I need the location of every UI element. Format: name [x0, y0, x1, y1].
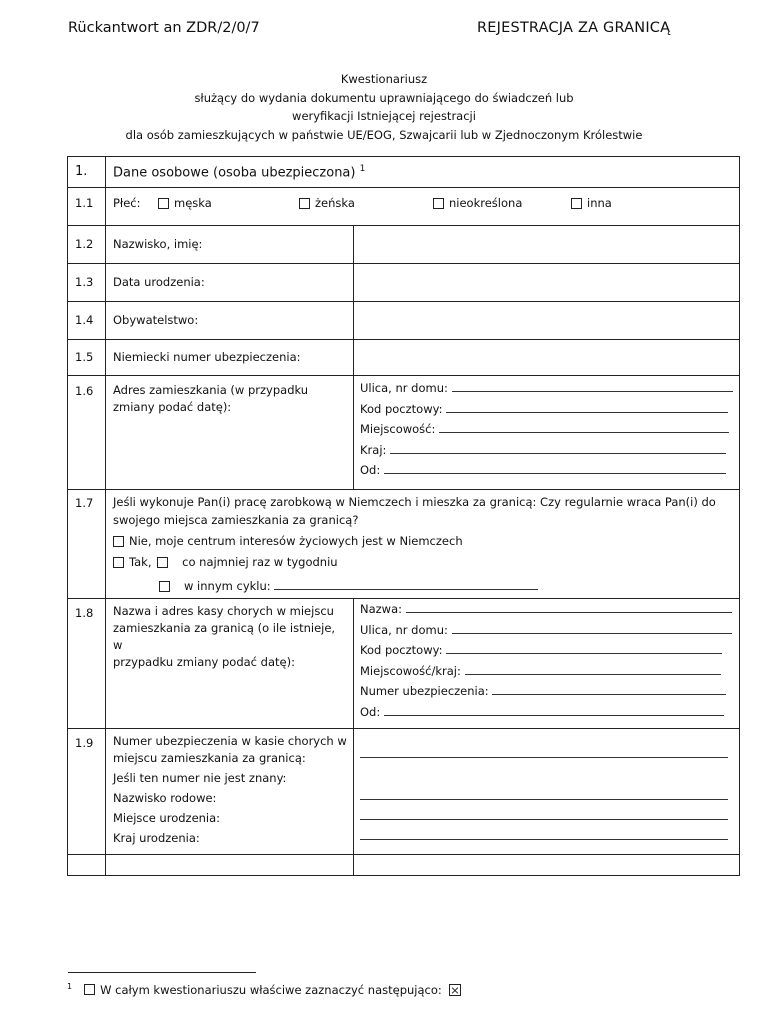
row-number: 1.2 [68, 226, 106, 264]
birth-country-line[interactable] [360, 839, 728, 840]
address-label-line: Adres zamieszkania (w przypadku [113, 383, 309, 397]
row-number: 1.6 [68, 376, 106, 490]
foreign-insurance-fields [354, 729, 740, 855]
insurer-since-field[interactable]: Od: [360, 702, 733, 723]
row-number: 1.1 [68, 188, 106, 226]
nationality-field[interactable] [354, 302, 740, 340]
checkbox[interactable] [159, 581, 170, 592]
row-health-insurer [68, 599, 740, 729]
birthdate-field[interactable] [354, 264, 740, 302]
checkbox[interactable] [113, 536, 124, 547]
checkbox-example [84, 984, 95, 995]
footnote-rule [68, 972, 256, 973]
insurer-name-field[interactable]: Nazwa: [360, 599, 733, 620]
section-header-row [68, 157, 740, 188]
health-insurer-label [106, 599, 354, 729]
address-city-field[interactable]: Miejscowość: [360, 419, 733, 440]
row-address [68, 376, 740, 490]
checkbox[interactable] [113, 557, 124, 568]
question-line: swojego miejsca zamieszkania za granicą? [113, 513, 359, 527]
row-number: 1.3 [68, 264, 106, 302]
insurance-number-field[interactable] [354, 340, 740, 376]
gender-option-other[interactable]: inna [571, 196, 612, 210]
insurer-street-field[interactable]: Ulica, nr domu: [360, 620, 733, 641]
gender-option-male[interactable]: męska [158, 196, 212, 210]
insurer-city-country-field[interactable]: Miejscowość/kraj: [360, 661, 733, 682]
address-label [106, 376, 354, 490]
foreign-label-line: Nazwisko rodowe: [113, 791, 217, 805]
name-field[interactable] [354, 226, 740, 264]
return-question [113, 493, 733, 529]
birth-place-line[interactable] [360, 819, 728, 820]
question-line: Jeśli wykonuje Pan(i) pracę zarobkową w Niemczech i mieszka za granicą: Czy regularnie wraca Pan(i) do [113, 495, 716, 509]
document-title [0, 70, 768, 144]
insurer-number-field[interactable]: Numer ubezpieczenia: [360, 681, 733, 702]
row-number: 1.8 [68, 599, 106, 729]
row-number: 1.4 [68, 302, 106, 340]
row-number: 1.7 [68, 490, 106, 599]
foreign-label-line: Numer ubezpieczenia w kasie chorych w [113, 734, 347, 748]
empty-field[interactable] [354, 855, 740, 876]
insurer-label-line: przypadku zmiany podać datę): [113, 655, 295, 669]
checkbox[interactable] [157, 557, 168, 568]
title-line-1: Kwestionariusz [340, 72, 428, 86]
row-gender [68, 188, 740, 226]
row-name [68, 226, 740, 264]
nationality-label: Obywatelstwo: [106, 302, 354, 340]
row-return-frequency [68, 490, 740, 599]
option-no[interactable]: Nie, moje centrum interesów życiowych jest w Niemczech [113, 532, 733, 551]
foreign-label-line: Kraj urodzenia: [113, 831, 200, 845]
insurer-postcode-field[interactable]: Kod pocztowy: [360, 640, 733, 661]
insurer-label-line: zamieszkania za granicą (o ile istnieje, w [113, 621, 336, 652]
footnote-text: W całym kwestionariuszu właściwe zaznaczyć następująco: [100, 983, 442, 997]
row-insurance-number [68, 340, 740, 376]
option-yes-weekly[interactable]: Tak, co najmniej raz w tygodniu [113, 553, 733, 572]
empty-row [68, 855, 740, 876]
foreign-number-line[interactable] [360, 757, 728, 758]
gender-label: Płeć: [113, 196, 141, 210]
checkbox[interactable] [571, 198, 582, 209]
title-line-3: weryfikacji Istniejącej rejestracji [292, 109, 476, 123]
address-fields [354, 376, 740, 490]
header-form-code: Rückantwort an ZDR/2/0/7 [68, 20, 260, 36]
foreign-label-line: Miejsce urodzenia: [113, 811, 221, 825]
address-country-field[interactable]: Kraj: [360, 440, 733, 461]
header-title: REJESTRACJA ZA GRANICĄ [477, 20, 671, 36]
footnote [67, 982, 461, 997]
address-postcode-field[interactable]: Kod pocztowy: [360, 399, 733, 420]
birth-name-line[interactable] [360, 799, 728, 800]
row-number: 1.9 [68, 729, 106, 855]
checkbox[interactable] [299, 198, 310, 209]
birthdate-label: Data urodzenia: [106, 264, 354, 302]
option-other-cycle[interactable]: w innym cyklu: [113, 577, 733, 596]
foreign-label-line: Jeśli ten numer nie jest znany: [113, 771, 287, 785]
checkbox[interactable] [158, 198, 169, 209]
row-nationality [68, 302, 740, 340]
checkbox[interactable] [433, 198, 444, 209]
checked-box-icon [449, 984, 461, 996]
footnote-ref: 1 [359, 164, 366, 174]
row-foreign-insurance-number [68, 729, 740, 855]
section-number: 1. [68, 157, 106, 188]
personal-data-form [67, 156, 740, 876]
insurance-number-label: Niemiecki numer ubezpieczenia: [106, 340, 354, 376]
section-title: Dane osobowe (osoba ubezpieczona) $^1$ [106, 157, 740, 188]
address-since-field[interactable]: Od: [360, 460, 733, 481]
row-birthdate [68, 264, 740, 302]
gender-option-unspecified[interactable]: nieokreślona [433, 196, 522, 210]
row-number: 1.5 [68, 340, 106, 376]
foreign-insurance-label [106, 729, 354, 855]
health-insurer-fields [354, 599, 740, 729]
address-label-line: zmiany podać datę): [113, 400, 232, 414]
footnote-marker: 1 [67, 982, 73, 991]
title-line-4: dla osób zamieszkujących w państwie UE/EOG, Szwajcarii lub w Zjednoczonym Królestwie [125, 127, 643, 142]
title-line-2: służący do wydania dokumentu uprawniającego do świadczeń lub [194, 90, 574, 105]
name-label: Nazwisko, imię: [106, 226, 354, 264]
foreign-label-line: miejscu zamieszkania za granicą: [113, 751, 306, 765]
insurer-label-line: Nazwa i adres kasy chorych w miejscu [113, 604, 334, 618]
gender-option-female[interactable]: żeńska [299, 196, 355, 210]
address-street-field[interactable]: Ulica, nr domu: [360, 378, 733, 399]
